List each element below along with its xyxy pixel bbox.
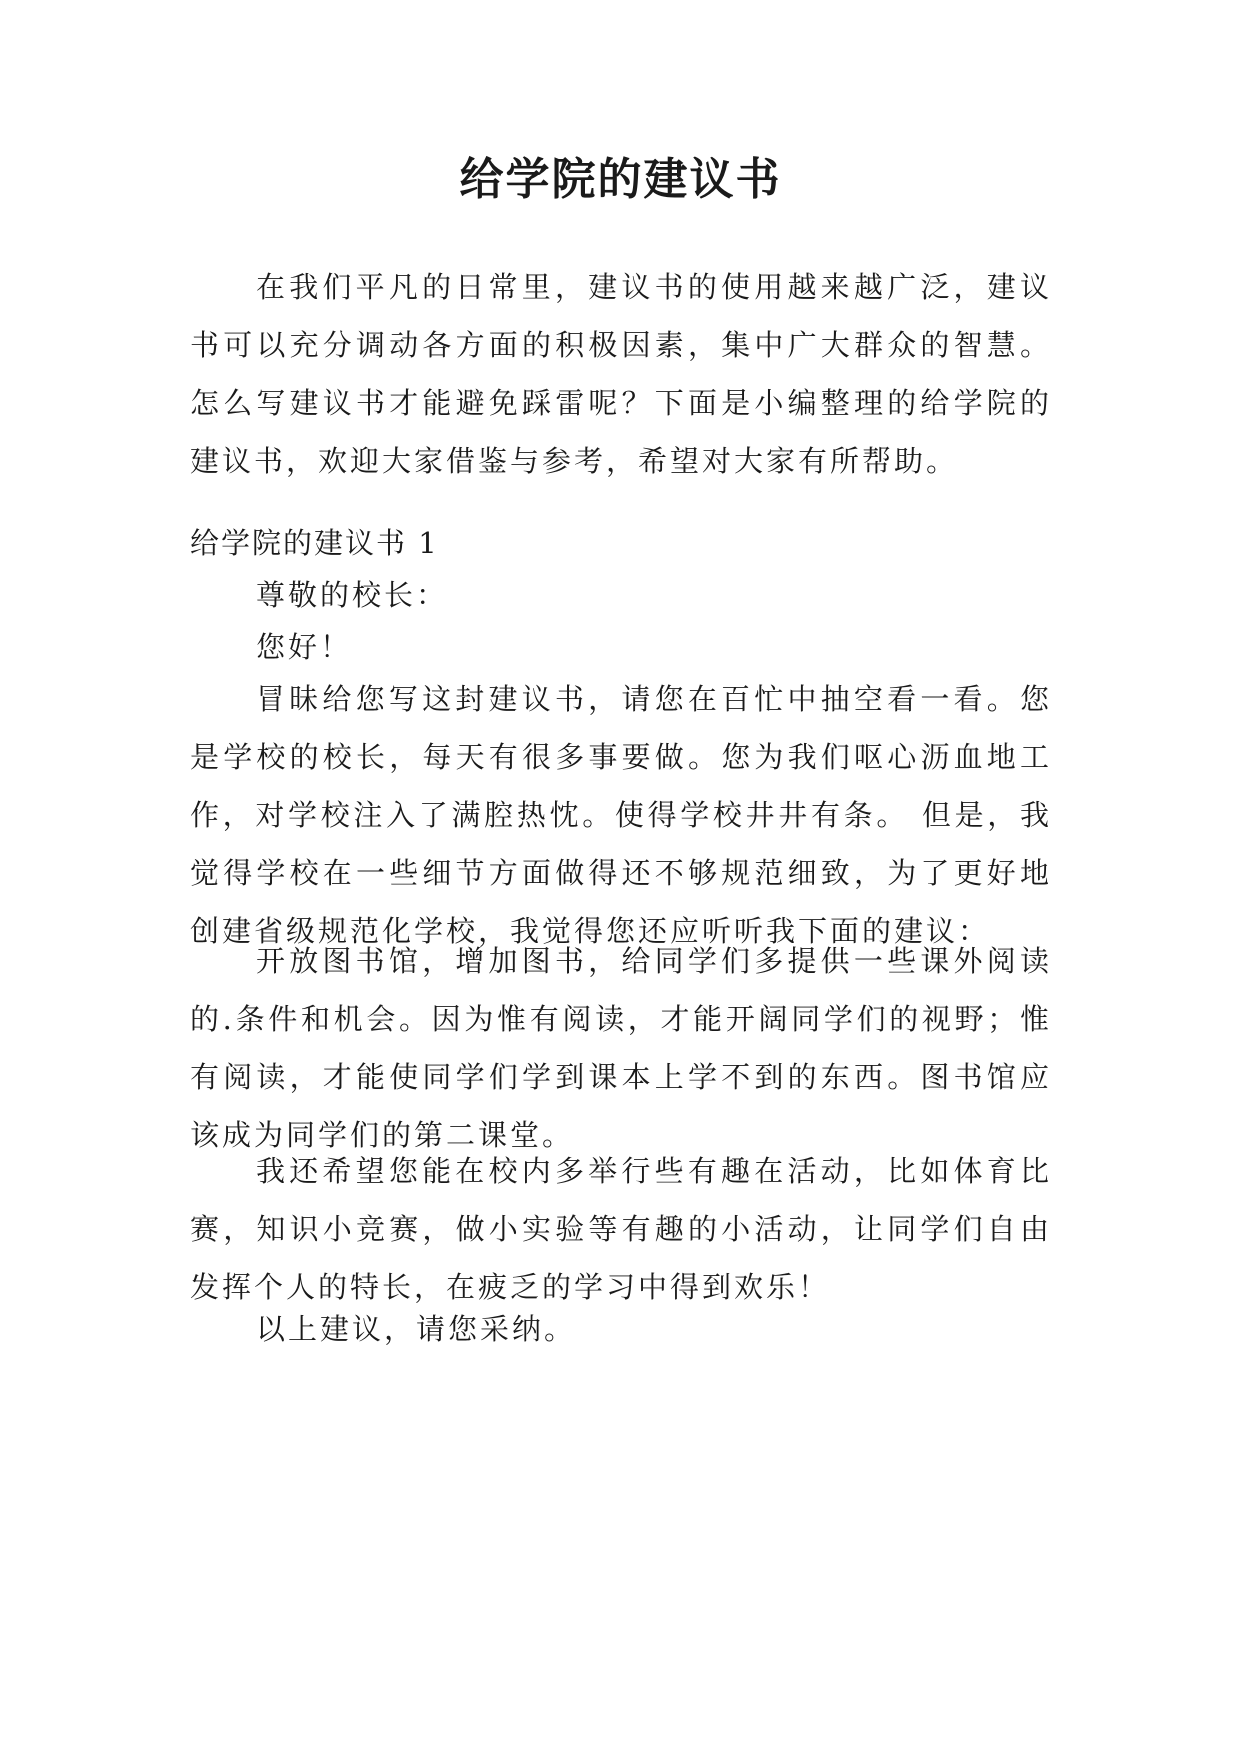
section-heading: 给学院的建议书 1 (190, 526, 439, 560)
body-paragraph: 我还希望您能在校内多举行些有趣在活动，比如体育比赛，知识小竞赛，做小实验等有趣的小活动，让同学们自由发挥个人的特长，在疲乏的学习中得到欢乐！ (190, 1154, 1052, 1304)
body-paragraph: 冒昧给您写这封建议书，请您在百忙中抽空看一看。您是学校的校长，每天有很多事要做。您为我们呕心沥血地工作，对学校注入了满腔热忱。使得学校井井有条。 但是，我觉得学校在一些细节方面做得还不够规范细致，为了更好地创建省级规范化学校，我觉得您还应听听我下面的建议： (190, 682, 1052, 948)
body-paragraph: 开放图书馆，增加图书，给同学们多提供一些课外阅读的.条件和机会。因为惟有阅读，才能开阔同学们的视野；惟有阅读，才能使同学们学到课本上学不到的东西。图书馆应该成为同学们的第二课堂。 (190, 944, 1052, 1152)
document-title: 给学院的建议书 (459, 154, 782, 205)
salutation: 尊敬的校长： (256, 578, 449, 612)
greeting: 您好！ (256, 630, 353, 664)
intro-paragraph: 在我们平凡的日常里，建议书的使用越来越广泛，建议书可以充分调动各方面的积极因素，集中广大群众的智慧。怎么写建议书才能避免踩雷呢？下面是小编整理的给学院的建议书，欢迎大家借鉴与参考，希望对大家有所帮助。 (190, 270, 1052, 478)
closing-paragraph: 以上建议，请您采纳。 (256, 1312, 577, 1346)
